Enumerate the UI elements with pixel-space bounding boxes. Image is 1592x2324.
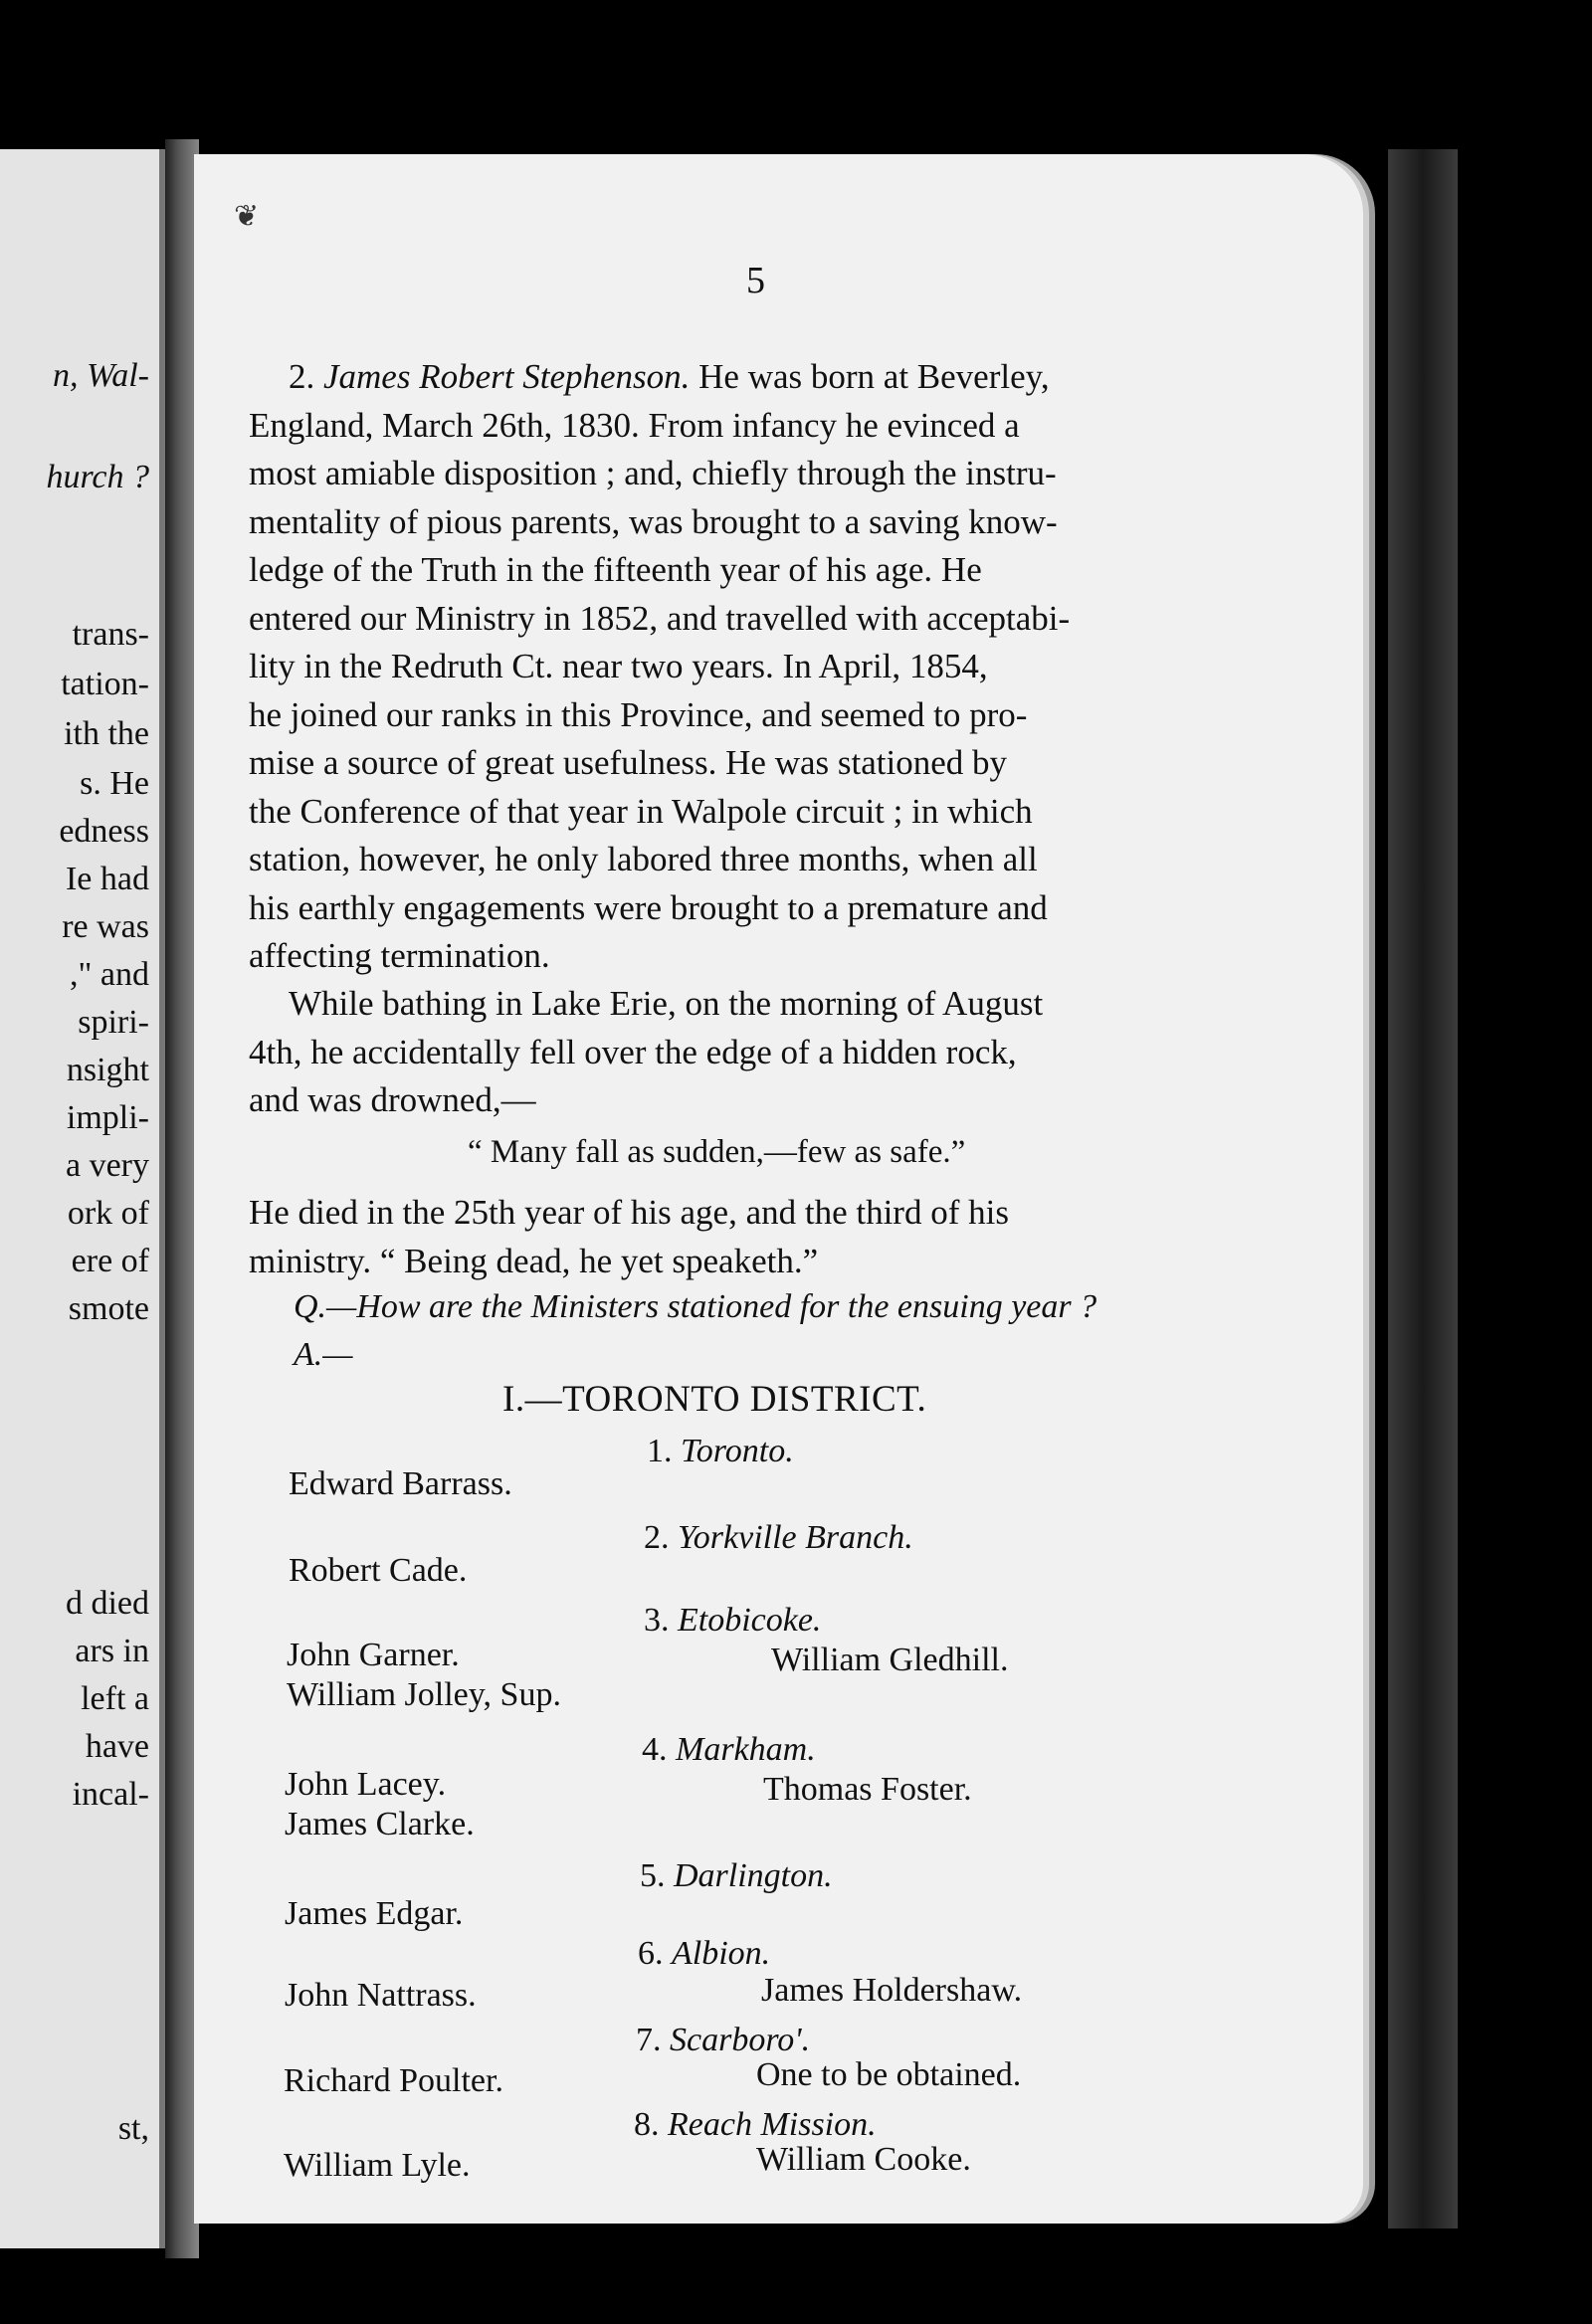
text-line: ledge of the Truth in the fifteenth year of his age. He: [249, 550, 982, 589]
left-page-line: left a: [81, 1680, 149, 1717]
entry-number: 2.: [289, 357, 315, 396]
left-page-line: ork of: [67, 1195, 149, 1232]
text-line: lity in the Redruth Ct. near two years. In April, 1854,: [249, 647, 988, 685]
left-page-line: d died: [65, 1585, 149, 1622]
station-number: 6.: [638, 1935, 664, 1972]
book-page: [194, 154, 1363, 2224]
text-line: 4th, he accidentally fell over the edge of a hidden rock,: [249, 1032, 1017, 1071]
left-page-line: trans-: [72, 616, 149, 653]
station-name: Albion.: [672, 1935, 771, 1972]
text-line: While bathing in Lake Erie, on the morning of August: [289, 984, 1044, 1023]
left-page-line: hurch ?: [46, 459, 149, 495]
text-line: and was drowned,—: [249, 1080, 536, 1119]
previous-page-fragment: [0, 149, 165, 2248]
minister-name: William Jolley, Sup.: [287, 1676, 561, 1713]
text-line: station, however, he only labored three months, when all: [249, 840, 1038, 878]
minister-name: William Gledhill.: [771, 1642, 1009, 1678]
minister-name: Thomas Foster.: [763, 1771, 972, 1808]
drowning-paragraph: [249, 980, 1244, 1125]
station-name: Toronto.: [681, 1433, 794, 1469]
station-entry: [638, 1935, 770, 1973]
left-page-line: nsight: [66, 1052, 149, 1088]
left-page-line: ars in: [75, 1633, 149, 1669]
minister-name: Robert Cade.: [289, 1552, 468, 1589]
station-number: 2.: [644, 1519, 670, 1556]
text-line: his earthly engagements were brought to a premature and: [249, 887, 1048, 927]
question-line: Q.—How are the Ministers stationed for the ensuing year ?: [294, 1288, 1097, 1325]
station-number: 1.: [647, 1433, 673, 1469]
text-line: mise a source of great usefulness. He was stationed by: [249, 743, 1008, 782]
station-name: Yorkville Branch.: [678, 1519, 913, 1556]
minister-name: John Lacey.: [285, 1766, 447, 1803]
station-entry: [640, 1857, 833, 1895]
minister-name: James Holdershaw.: [761, 1972, 1023, 2009]
left-page-line: st,: [117, 2110, 149, 2147]
left-page-line: smote: [68, 1290, 149, 1327]
text-line: the Conference of that year in Walpole circuit ; in which: [249, 791, 1033, 831]
page-number: 5: [746, 260, 765, 301]
minister-name: James Edgar.: [285, 1895, 464, 1932]
station-name: Etobicoke.: [678, 1602, 822, 1639]
minister-name: One to be obtained.: [756, 2056, 1022, 2093]
station-name: Darlington.: [674, 1857, 833, 1894]
left-page-line: ith the: [64, 715, 149, 752]
station-number: 4.: [642, 1731, 668, 1768]
text-line: affecting termination.: [249, 936, 550, 975]
left-page-line: incal-: [72, 1776, 149, 1813]
station-number: 8.: [634, 2106, 660, 2143]
station-entry: [634, 2106, 877, 2144]
station-entry: [644, 1519, 913, 1557]
text-line: most amiable disposition ; and, chiefly through the instru-: [249, 454, 1057, 492]
left-page-line: ," and: [70, 956, 149, 993]
text-line: entered our Ministry in 1852, and travelled with acceptabi-: [249, 598, 1071, 638]
minister-name: Richard Poulter.: [284, 2062, 503, 2099]
text-line: he joined our ranks in this Province, and seemed to pro-: [249, 694, 1028, 734]
minister-name: Edward Barrass.: [289, 1465, 512, 1502]
answer-line: A.—: [294, 1336, 353, 1373]
left-page-line: impli-: [66, 1099, 149, 1136]
ornament-icon: ❦: [234, 200, 260, 233]
station-number: 5.: [640, 1857, 666, 1894]
minister-name: John Garner.: [287, 1637, 460, 1673]
obituary-paragraph: [249, 353, 1244, 981]
left-page-line: re was: [62, 908, 149, 945]
station-name: Reach Mission.: [668, 2106, 877, 2143]
station-number: 3.: [644, 1602, 670, 1639]
left-page-line: n, Wal-: [53, 357, 149, 394]
station-name: Scarboro'.: [670, 2022, 811, 2058]
left-page-line: s. He: [80, 765, 149, 802]
text-fragment: He was born at Beverley,: [698, 357, 1050, 396]
left-page-line: spiri-: [78, 1004, 149, 1041]
minister-name: James Robert Stephenson.: [323, 357, 691, 396]
text-line: England, March 26th, 1830. From infancy he evinced a: [249, 405, 1020, 445]
left-page-line: tation-: [61, 666, 149, 702]
text-line: mentality of pious parents, was brought to a saving know-: [249, 501, 1058, 541]
station-entry: [642, 1731, 816, 1769]
station-entry: [647, 1433, 794, 1470]
minister-name: James Clarke.: [285, 1806, 475, 1842]
district-heading: I.—TORONTO DISTRICT.: [502, 1379, 927, 1420]
left-page-line: Ie had: [65, 861, 149, 897]
station-entry: [636, 2022, 810, 2059]
minister-name: William Cooke.: [756, 2141, 971, 2178]
station-name: Markham.: [676, 1731, 816, 1768]
text-line: ministry. “ Being dead, he yet speaketh.”: [249, 1241, 819, 1280]
text-line: He died in the 25th year of his age, and the third of his: [249, 1193, 1009, 1232]
book-cover-edge: [1388, 149, 1458, 2228]
minister-name: John Nattrass.: [285, 1977, 477, 2014]
quotation: “ Many fall as sudden,—few as safe.”: [468, 1134, 966, 1170]
left-page-line: have: [85, 1728, 149, 1765]
death-paragraph: [249, 1189, 1244, 1285]
left-page-line: ere of: [71, 1243, 149, 1279]
minister-name: William Lyle.: [284, 2147, 471, 2184]
left-page-line: edness: [59, 813, 149, 850]
left-page-line: a very: [65, 1147, 149, 1184]
text-line: [249, 353, 1244, 402]
station-entry: [644, 1602, 821, 1640]
station-number: 7.: [636, 2022, 662, 2058]
